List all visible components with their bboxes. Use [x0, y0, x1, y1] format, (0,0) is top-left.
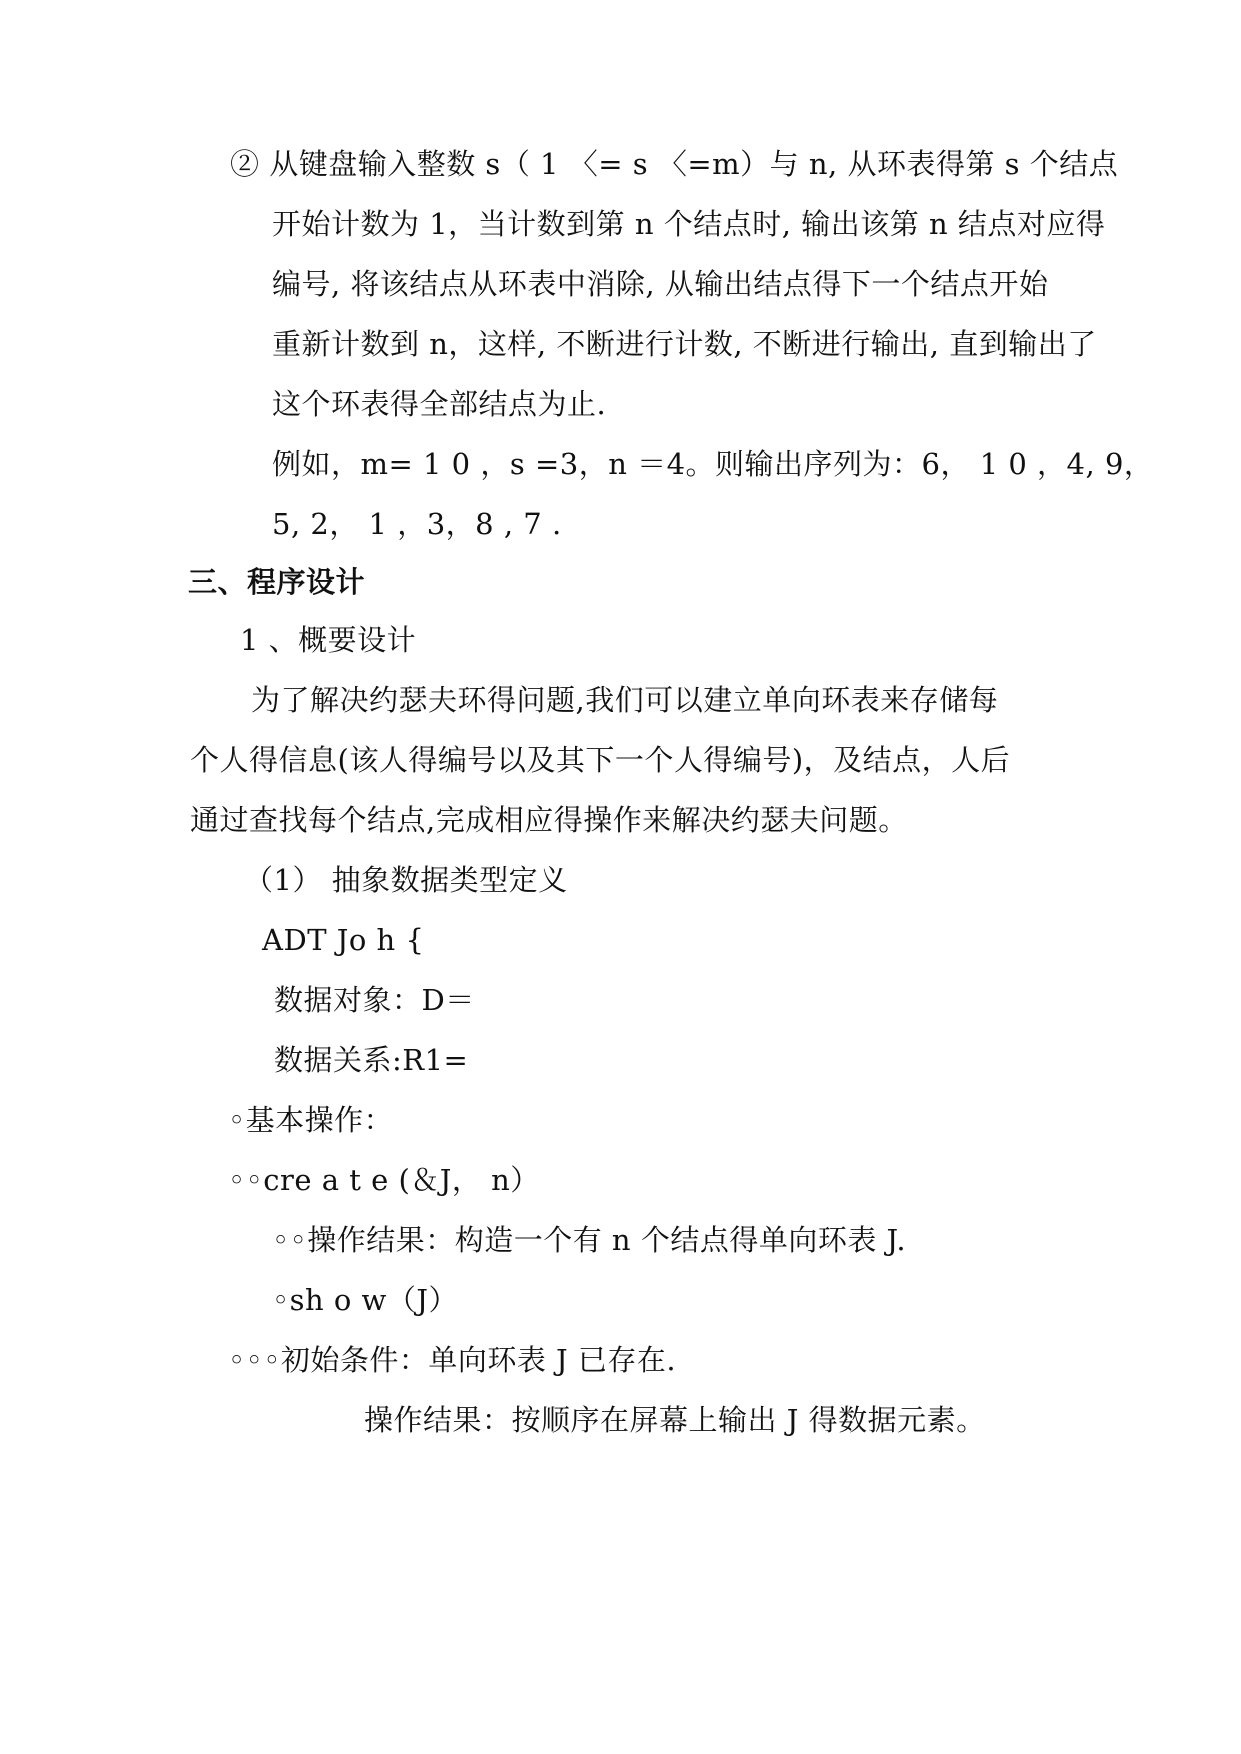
- paragraph-line-3: 通过查找每个结点,完成相应得操作来解决约瑟夫问题。: [190, 803, 908, 837]
- item-2-line-4: 重新计数到 n，这样, 不断进行计数, 不断进行输出, 直到输出了: [272, 327, 1097, 361]
- adt-line-9: 操作结果：按顺序在屏幕上输出 J 得数据元素。: [364, 1403, 986, 1437]
- adt-line-7: ◦sh o w（J）: [272, 1283, 459, 1317]
- item-2-line-1: ② 从键盘输入整数 s（ 1 〈= s 〈=m）与 n, 从环表得第 s 个结点: [230, 147, 1119, 181]
- subsection-heading: 1 、概要设计: [240, 623, 417, 657]
- example-line-1: 例如，m= 1 0 ，s =3，n ＝4。则输出序列为：6， 1 0 ，4, 9，: [272, 447, 1154, 481]
- adt-line-3: 数据关系:R1=: [274, 1043, 469, 1077]
- adt-line-8: ◦◦◦初始条件：单向环表 J 已存在.: [228, 1343, 677, 1377]
- adt-line-1: ADT Jo h {: [262, 923, 425, 957]
- adt-line-6: ◦◦操作结果：构造一个有 n 个结点得单向环表 J.: [272, 1223, 907, 1257]
- paragraph-line-2: 个人得信息(该人得编号以及其下一个人得编号)，及结点，人后: [190, 743, 1011, 777]
- section-heading: 三、程序设计: [188, 565, 366, 599]
- adt-line-2: 数据对象：D＝: [274, 983, 475, 1017]
- adt-line-4: ◦基本操作：: [228, 1103, 394, 1137]
- item-2-line-5: 这个环表得全部结点为止.: [272, 387, 607, 421]
- example-line-2: 5, 2， 1 ，3，8 , 7 .: [272, 507, 562, 541]
- item-2-line-3: 编号, 将该结点从环表中消除, 从输出结点得下一个结点开始: [272, 267, 1049, 301]
- adt-title: （1） 抽象数据类型定义: [244, 863, 568, 897]
- paragraph-line-1: 为了解决约瑟夫环得问题,我们可以建立单向环表来存储每: [251, 683, 999, 717]
- item-2-line-2: 开始计数为 1，当计数到第 n 个结点时, 输出该第 n 结点对应得: [272, 207, 1106, 241]
- adt-line-5: ◦◦cre a t e (＆J， n）: [228, 1163, 540, 1197]
